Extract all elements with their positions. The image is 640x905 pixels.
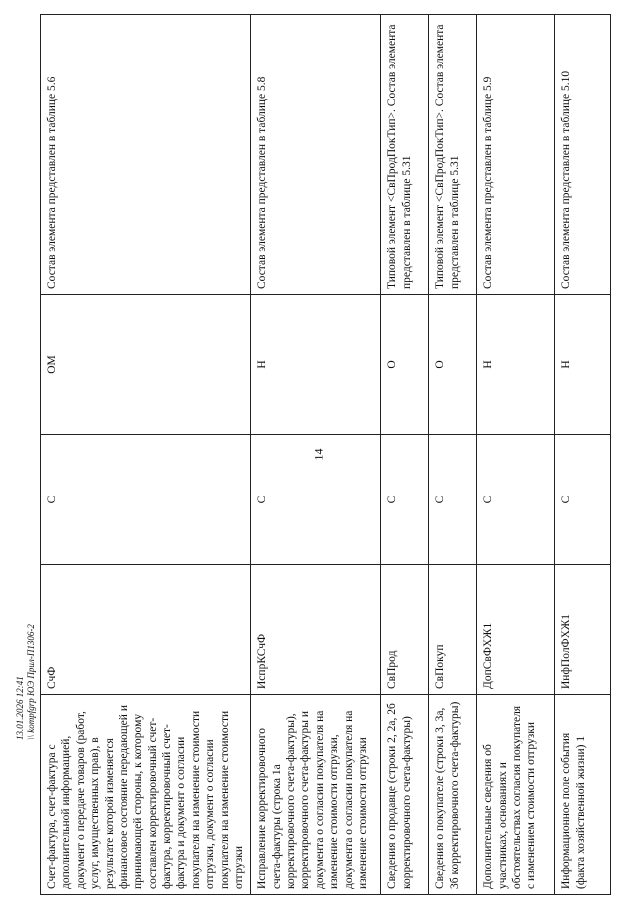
table-row	[555, 15, 611, 895]
cell-note: Состав элемента представлен в таблице 5.6	[41, 15, 251, 295]
cell-note: Состав элемента представлен в таблице 5.9	[477, 15, 555, 295]
cell-name: Сведения о продавце (строки 2, 2а, 2б корректировочного счета-фактуры)	[381, 695, 429, 895]
cell-name: Дополнительные сведения об участниках, основаниях и обстоятельствах согласия покупателя с изменением стоимости отгрузки	[477, 695, 555, 895]
cell-req: Н	[251, 295, 381, 435]
table-row	[477, 15, 555, 895]
cell-type: С	[251, 435, 381, 565]
cell-type: С	[41, 435, 251, 565]
cell-req: Н	[555, 295, 611, 435]
element-table	[40, 14, 611, 895]
cell-code: ИспрКСчФ	[251, 565, 381, 695]
cell-name: Сведения о покупателе (строки 3, 3а, 3б корректировочного счета-фактуры)	[429, 695, 477, 895]
cell-code: СвПрод	[381, 565, 429, 695]
print-stamp	[15, 580, 37, 740]
cell-code: ИнфПолФХЖ1	[555, 565, 611, 695]
cell-req: ОМ	[41, 295, 251, 435]
cell-note: Типовой элемент <СвПродПокТип>. Состав элемента представлен в таблице 5.31	[429, 15, 477, 295]
cell-name: Исправление корректировочного счета-фактуры (строка 1а корректировочного счета-фактуры), корректировочного счета-фактуры и документа о согласии покупателя на изменение стоимости отгрузки, документа о согласии покупателя на изменение стоимости отгрузки	[251, 695, 381, 895]
cell-code: СчФ	[41, 565, 251, 695]
page-number: 14	[311, 448, 326, 461]
cell-note: Состав элемента представлен в таблице 5.8	[251, 15, 381, 295]
cell-type: С	[555, 435, 611, 565]
cell-type: С	[477, 435, 555, 565]
cell-note: Состав элемента представлен в таблице 5.10	[555, 15, 611, 295]
table-row	[251, 15, 381, 895]
cell-req: О	[381, 295, 429, 435]
stamp-line-1: 13.01.2026 12:41	[15, 676, 25, 740]
cell-code: ДопСвФХЖ1	[477, 565, 555, 695]
cell-code: СвПокуп	[429, 565, 477, 695]
cell-name: Счет-фактура, счет-фактура с дополнительной информацией, документ о передаче товаров (работ, услуг, имущественных прав), в результате которой изменяется финансовое состояние передающей и принимающей стороны, к которому составлен корректировочный счет-фактура, корректировочный счет-фактура и документ о согласии покупателя на изменение стоимости отгрузки, документ о согласии покупателя на изменение стоимости отгрузки	[41, 695, 251, 895]
cell-type: С	[429, 435, 477, 565]
cell-type: С	[381, 435, 429, 565]
table-row	[41, 15, 251, 895]
cell-note: Типовой элемент <СвПродПокТип>. Состав элемента представлен в таблице 5.31	[381, 15, 429, 295]
rotated-table-frame	[40, 15, 600, 895]
table-row	[429, 15, 477, 895]
stamp-line-2: \\ kompfgrp ЮЭ Прил-П1306-2	[25, 624, 36, 740]
cell-name: Информационное поле события (факта хозяйственной жизни) 1	[555, 695, 611, 895]
cell-req: О	[429, 295, 477, 435]
table-row	[381, 15, 429, 895]
cell-req: Н	[477, 295, 555, 435]
